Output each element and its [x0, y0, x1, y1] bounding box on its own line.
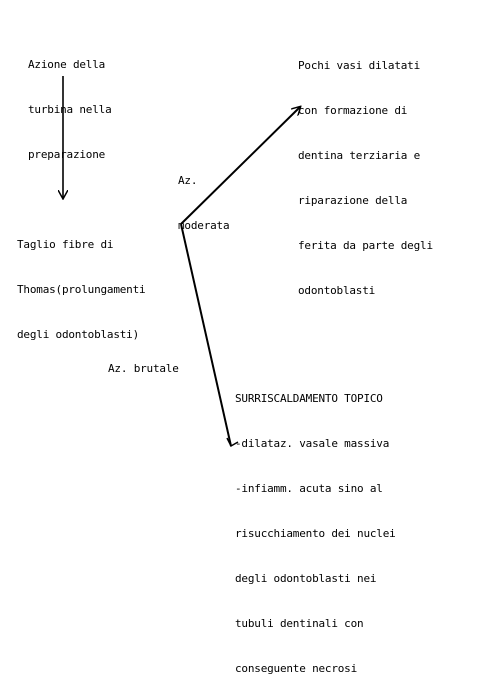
- node-line: -dilataz. vasale massiva: [235, 437, 390, 450]
- node-line: odontoblasti: [298, 284, 376, 297]
- edge-label-line: Az. brutale: [108, 362, 179, 375]
- arrow-brutal: [181, 224, 231, 446]
- edge-label-line: Az.: [178, 174, 198, 187]
- node-line: conseguente necrosi: [235, 662, 358, 675]
- edge-label-line: moderata: [178, 219, 230, 232]
- node-line: risucchiamento dei nuclei: [235, 527, 396, 540]
- node-turbine-action: [28, 27, 112, 177]
- node-line: -infiamm. acuta sino al: [235, 482, 383, 495]
- node-line: turbina nella: [28, 103, 112, 116]
- node-line: ferita da parte degli: [298, 239, 433, 252]
- node-line: SURRISCALDAMENTO TOPICO: [235, 392, 383, 405]
- node-line: preparazione: [28, 148, 106, 161]
- node-line: riparazione della: [298, 194, 408, 207]
- node-brutal-outcome: [235, 361, 396, 691]
- edge-label-brutal: [108, 331, 179, 391]
- node-line: Taglio fibre di: [17, 238, 114, 251]
- node-line: dentina terziaria e: [298, 149, 421, 162]
- node-moderate-outcome: [298, 28, 433, 313]
- node-line: degli odontoblasti nei: [235, 572, 377, 585]
- node-line: tubuli dentinali con: [235, 617, 364, 630]
- node-line: Thomas(prolungamenti: [17, 283, 146, 296]
- edge-label-moderate: [178, 143, 229, 248]
- node-line: degli odontoblasti): [17, 328, 140, 341]
- node-line: Pochi vasi dilatati: [298, 59, 421, 72]
- node-line: con formazione di: [298, 104, 408, 117]
- node-line: Azione della: [28, 58, 106, 71]
